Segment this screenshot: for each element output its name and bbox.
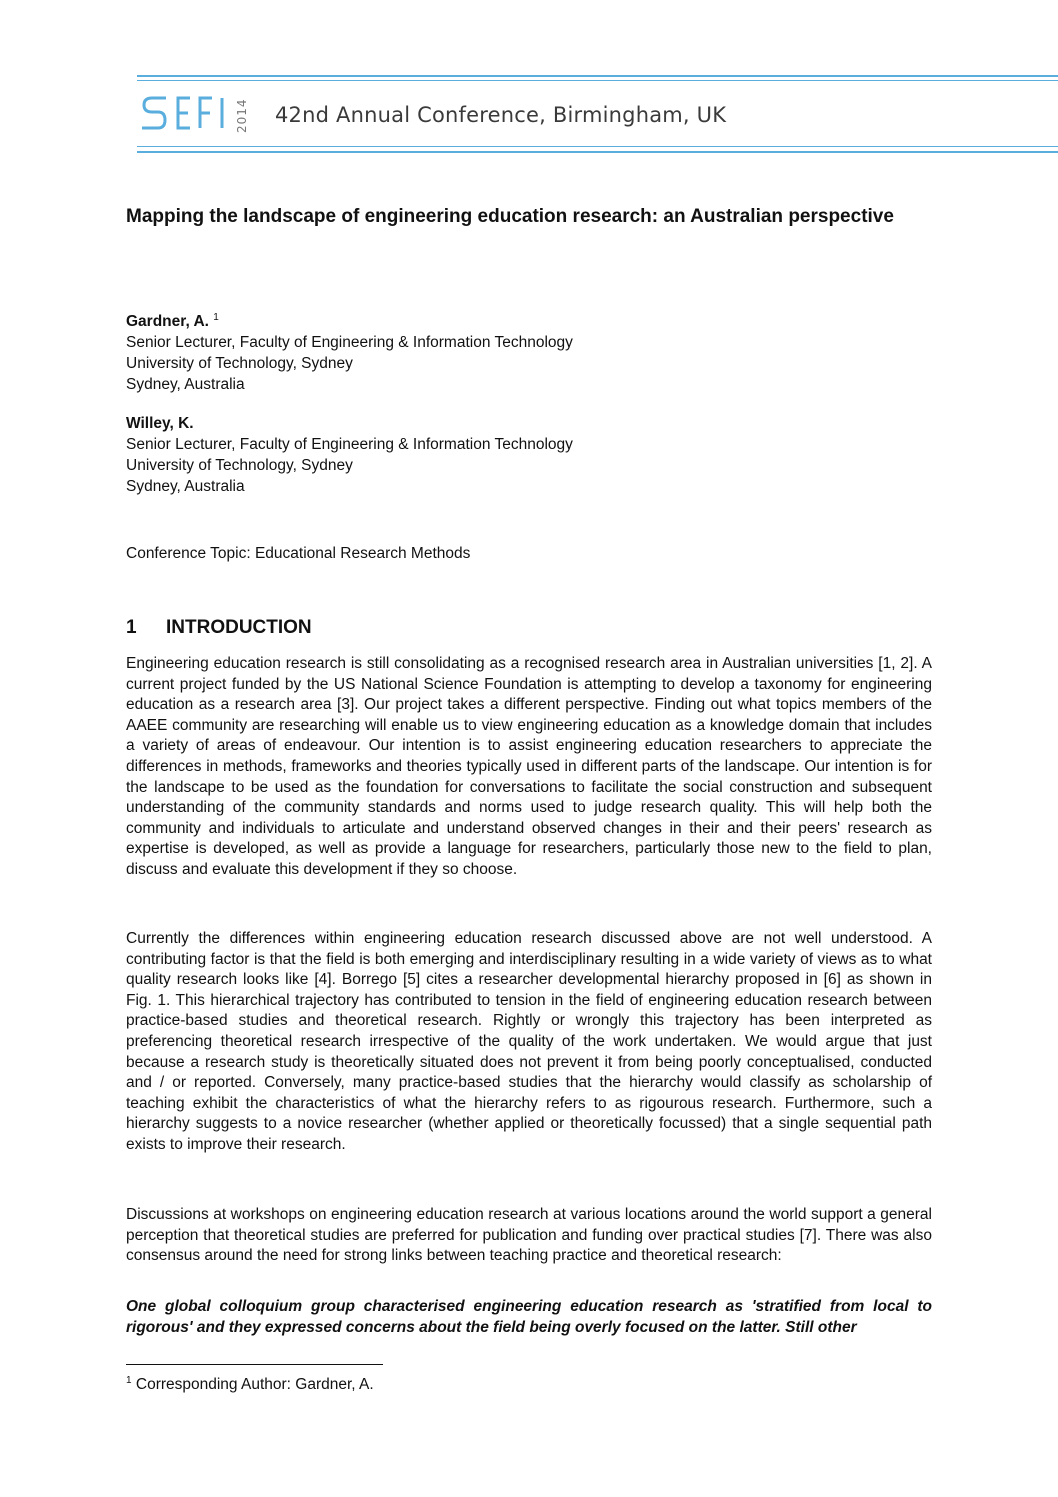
author-block xyxy=(126,413,932,497)
section-heading xyxy=(126,617,932,639)
footnote-rule xyxy=(126,1364,383,1365)
author-affiliation: Senior Lecturer, Faculty of Engineering & Information Technology xyxy=(126,334,573,352)
author-affiliation: Sydney, Australia xyxy=(126,478,245,495)
body-paragraph: Discussions at workshops on engineering education research at various locations around the world support a general perception that theoretical studies are preferred for publication and funding over practical studies [7]. There was also consensus around the need for strong links between teaching practice and theoretical research: xyxy=(126,1206,932,1265)
conference-name: 42nd Annual Conference, Birmingham, UK xyxy=(275,103,727,127)
body-paragraph: Engineering education research is still consolidating as a recognised research area in Australian universities [1, 2]. A current project funded by the US National Science Foundation is attempting to develop a taxonomy for engineering education as a research area [3]. Our project takes a different perspective. Finding out what topics members of the AAEE community are researching will enable us to view engineering education as a knowledge domain that includes a variety of areas of endeavour. Our intention is to assist engineering education researchers to appreciate the differences in methods, frameworks and theories typically used in different parts of the landscape. Our intention is for the landscape to be used as the foundation for conversations to facilitate the social construction and subsequent understanding of the community standards and norms used to judge research quality. This will help both the community and individuals to articulate and understand observed changes in their and their peers' research as expertise is developed, as well as provide a language for researchers, particularly those new to the field to plan, discuss and evaluate this development if they so choose. xyxy=(126,655,932,878)
author-name: Gardner, A. xyxy=(126,313,209,331)
section-number: 1 xyxy=(126,617,137,638)
author-affiliation: University of Technology, Sydney xyxy=(126,457,353,474)
body-paragraph: Currently the differences within engineering education research discussed above are not well understood. A contributing factor is that the field is both emerging and interdisciplinary resulting in a wide variety of views as to what quality research looks like [4]. Borrego [5] cites a researcher developmental hierarchy proposed in [6] as shown in Fig. 1. This hierarchical trajectory has contributed to tension in the field of engineering education research between practice-based studies and theoretical research. Rightly or wrongly this trajectory has been interpreted as preferencing theoretical research irrespective of the quality of the work undertaken. We would argue that just because a research study is theoretically situated does not prevent it from being poorly conceptualised, conducted and / or reported. Conversely, many practice-based studies that the hierarchy would classify as scholarship of teaching exhibit the characteristics of what the hierarchy refers to as rigourous research. Furthermore, such a hierarchy suggests to a novice researcher (whether applied or theoretically focussed) that a single sequential path exists to improve their research. xyxy=(126,930,932,1153)
sefi-logo xyxy=(138,95,268,137)
footnote-marker: 1 xyxy=(126,1375,132,1386)
logo-year: 2014 xyxy=(235,98,249,133)
author-affiliation: University of Technology, Sydney xyxy=(126,355,353,373)
header-rule-top xyxy=(137,75,1058,77)
footnote xyxy=(126,1375,932,1394)
author-affiliation: Sydney, Australia xyxy=(126,376,245,394)
conference-topic: Conference Topic: Educational Research Methods xyxy=(126,545,471,562)
section-title: INTRODUCTION xyxy=(166,617,312,638)
footnote-marker: 1 xyxy=(213,312,219,323)
quoted-paragraph: One global colloquium group characterised engineering education research as 'stratified from local to rigorous' and they expressed concerns about the field being overly focused on the latter. Still other xyxy=(126,1298,932,1336)
header-rule-bottom xyxy=(137,146,1058,147)
paper-title: Mapping the landscape of engineering education research: an Australian perspective xyxy=(126,206,894,227)
author-block xyxy=(126,307,932,395)
author-name: Willey, K. xyxy=(126,415,194,432)
header-rule-top-2 xyxy=(137,80,1058,81)
author-affiliation: Senior Lecturer, Faculty of Engineering & Information Technology xyxy=(126,436,573,453)
header-rule-bottom-2 xyxy=(137,151,1058,153)
footnote-text: Corresponding Author: Gardner, A. xyxy=(135,1376,374,1394)
